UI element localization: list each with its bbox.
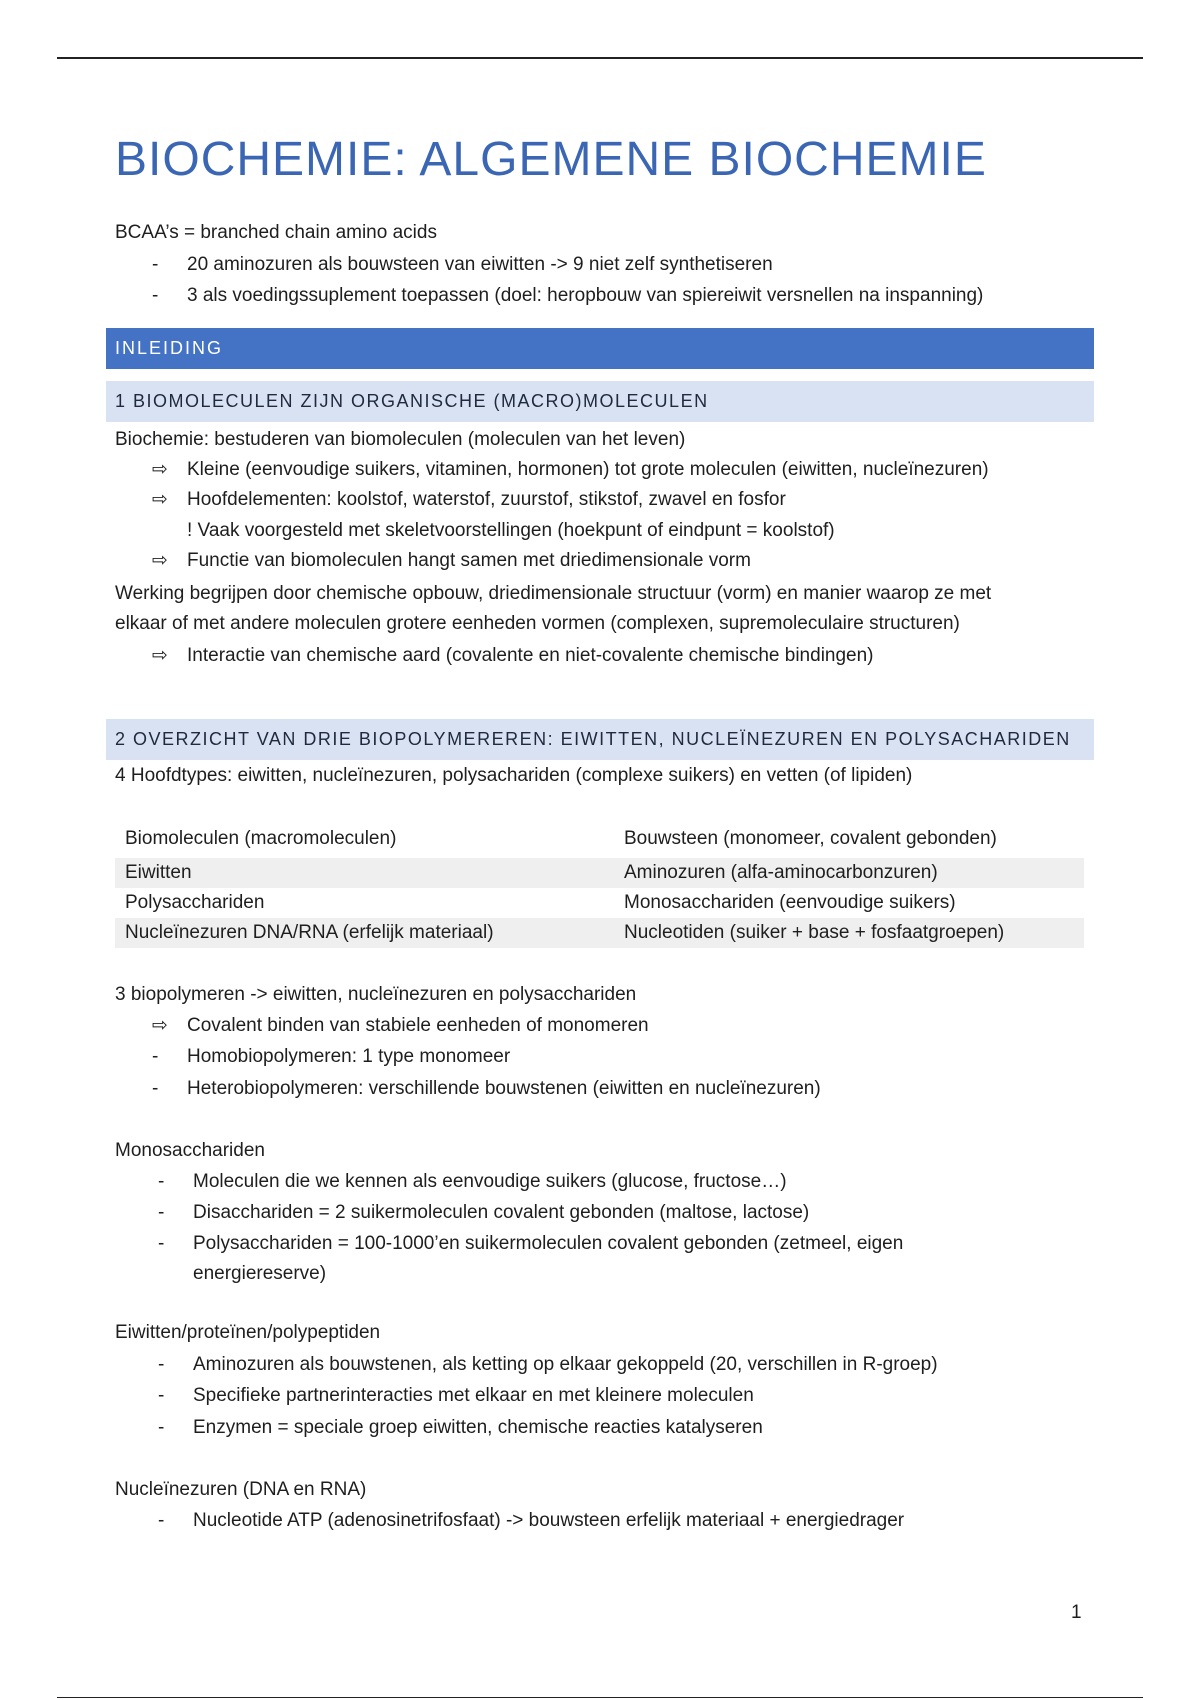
section-heading-1 xyxy=(106,381,1094,422)
dash-bullet: - xyxy=(158,1385,165,1406)
header-rule xyxy=(57,57,1143,59)
dash-bullet: - xyxy=(158,1417,165,1438)
subheading-proteins: Eiwitten/proteïnen/polypeptiden xyxy=(115,1322,381,1343)
list-item xyxy=(0,1506,1200,1536)
section-heading-inleiding xyxy=(106,328,1094,369)
table-cell: Eiwitten xyxy=(125,862,192,883)
paragraph-line: Werking begrijpen door chemische opbouw, driedimensionale structuur (vorm) en manier waarop ze met xyxy=(115,583,992,604)
table-cell: Nucleotiden (suiker + base + fosfaatgroepen) xyxy=(624,922,1005,943)
arrow-icon: ⇨ xyxy=(152,1015,168,1036)
footer-rule xyxy=(57,1697,1143,1698)
dash-bullet: - xyxy=(158,1233,165,1254)
table-cell: Aminozuren (alfa-aminocarbonzuren) xyxy=(624,862,938,883)
list-item xyxy=(0,1229,1200,1259)
dash-bullet: - xyxy=(152,1078,159,1099)
page-number: 1 xyxy=(1071,1602,1082,1623)
table-header-cell: Bouwsteen (monomeer, covalent gebonden) xyxy=(624,828,997,849)
list-item-text: Aminozuren als bouwstenen, als ketting op elkaar gekoppeld (20, verschillen in R-groep) xyxy=(193,1354,938,1375)
list-item-text: Enzymen = speciale groep eiwitten, chemische reacties katalyseren xyxy=(193,1417,763,1438)
list-item xyxy=(0,1350,1200,1380)
arrow-icon: ⇨ xyxy=(152,645,168,666)
paragraph-line: 4 Hoofdtypes: eiwitten, nucleïnezuren, polysachariden (complexe suikers) en vetten (of lipiden) xyxy=(115,765,913,786)
list-item xyxy=(0,1074,1200,1104)
table-header-cell: Biomoleculen (macromoleculen) xyxy=(125,828,397,849)
note-line xyxy=(0,516,1200,546)
list-item xyxy=(0,1011,1200,1041)
document-title: BIOCHEMIE: ALGEMENE BIOCHEMIE xyxy=(115,133,987,186)
list-item-text: Specifieke partnerinteracties met elkaar en met kleinere moleculen xyxy=(193,1385,754,1406)
list-item-text: energiereserve) xyxy=(193,1263,327,1284)
arrow-icon: ⇨ xyxy=(152,550,168,571)
table-row xyxy=(115,918,1084,948)
dash-bullet: - xyxy=(152,285,159,306)
arrow-icon: ⇨ xyxy=(152,459,168,480)
table-cell: Polysacchariden xyxy=(125,892,265,913)
dash-bullet: - xyxy=(158,1202,165,1223)
section-heading-text: 1 BIOMOLECULEN ZIJN ORGANISCHE (MACRO)MOLECULEN xyxy=(115,391,709,411)
list-item xyxy=(0,641,1200,671)
table-cell: Nucleïnezuren DNA/RNA (erfelijk materiaal) xyxy=(125,922,494,943)
list-item-text: Moleculen die we kennen als eenvoudige suikers (glucose, fructose…) xyxy=(193,1171,787,1192)
paragraph-line: elkaar of met andere moleculen grotere eenheden vormen (complexen, supremoleculaire structuren) xyxy=(115,613,960,634)
list-item xyxy=(0,455,1200,485)
dash-bullet: - xyxy=(158,1354,165,1375)
paragraph-line: 3 biopolymeren -> eiwitten, nucleïnezuren en polysacchariden xyxy=(115,984,637,1005)
list-item-text: Disacchariden = 2 suikermoleculen covalent gebonden (maltose, lactose) xyxy=(193,1202,810,1223)
section-heading-text: 2 OVERZICHT VAN DRIE BIOPOLYMEREREN: EIWITTEN, NUCLEÏNEZUREN EN POLYSACHARIDEN xyxy=(115,729,1071,749)
paragraph-line: Biochemie: bestuderen van biomoleculen (moleculen van het leven) xyxy=(115,429,686,450)
list-item xyxy=(0,1167,1200,1197)
list-item xyxy=(0,485,1200,515)
dash-bullet: - xyxy=(158,1510,165,1531)
list-item-text: Hoofdelementen: koolstof, waterstof, zuurstof, stikstof, zwavel en fosfor xyxy=(187,489,786,510)
note-text: ! Vaak voorgesteld met skeletvoorstellingen (hoekpunt of eindpunt = koolstof) xyxy=(187,520,835,541)
list-item-text: Kleine (eenvoudige suikers, vitaminen, hormonen) tot grote moleculen (eiwitten, nucleïnezuren) xyxy=(187,459,989,480)
list-item-text: 20 aminozuren als bouwsteen van eiwitten -> 9 niet zelf synthetiseren xyxy=(187,254,773,275)
list-item xyxy=(0,250,1200,280)
list-item-text: Polysacchariden = 100-1000’en suikermoleculen covalent gebonden (zetmeel, eigen xyxy=(193,1233,904,1254)
list-item xyxy=(0,1413,1200,1443)
bcaa-definition: BCAA’s = branched chain amino acids xyxy=(115,222,437,243)
list-item-text: Covalent binden van stabiele eenheden of monomeren xyxy=(187,1015,649,1036)
list-item-text: Heterobiopolymeren: verschillende bouwstenen (eiwitten en nucleïnezuren) xyxy=(187,1078,821,1099)
arrow-icon: ⇨ xyxy=(152,489,168,510)
list-item-text: Functie van biomoleculen hangt samen met driedimensionale vorm xyxy=(187,550,751,571)
list-item-text: Homobiopolymeren: 1 type monomeer xyxy=(187,1046,511,1067)
list-item-text: Interactie van chemische aard (covalente en niet-covalente chemische bindingen) xyxy=(187,645,874,666)
list-item-continuation xyxy=(0,1259,1200,1289)
subheading-nucleic-acids: Nucleïnezuren (DNA en RNA) xyxy=(115,1479,367,1500)
table-cell: Monosacchariden (eenvoudige suikers) xyxy=(624,892,956,913)
list-item xyxy=(0,1042,1200,1072)
table-row xyxy=(115,858,1084,888)
list-item xyxy=(0,281,1200,311)
list-item xyxy=(0,1198,1200,1228)
section-heading-2 xyxy=(106,719,1094,760)
subheading-monosaccharides: Monosacchariden xyxy=(115,1140,265,1161)
list-item-text: Nucleotide ATP (adenosinetrifosfaat) -> bouwsteen erfelijk materiaal + energiedrager xyxy=(193,1510,905,1531)
table-header-row xyxy=(115,824,1084,854)
dash-bullet: - xyxy=(152,254,159,275)
list-item xyxy=(0,1381,1200,1411)
list-item-text: 3 als voedingssuplement toepassen (doel: heropbouw van spiereiwit versnellen na inspanning) xyxy=(187,285,984,306)
section-heading-text: INLEIDING xyxy=(115,338,224,358)
list-item xyxy=(0,546,1200,576)
dash-bullet: - xyxy=(158,1171,165,1192)
table-row xyxy=(115,888,1084,918)
dash-bullet: - xyxy=(152,1046,159,1067)
